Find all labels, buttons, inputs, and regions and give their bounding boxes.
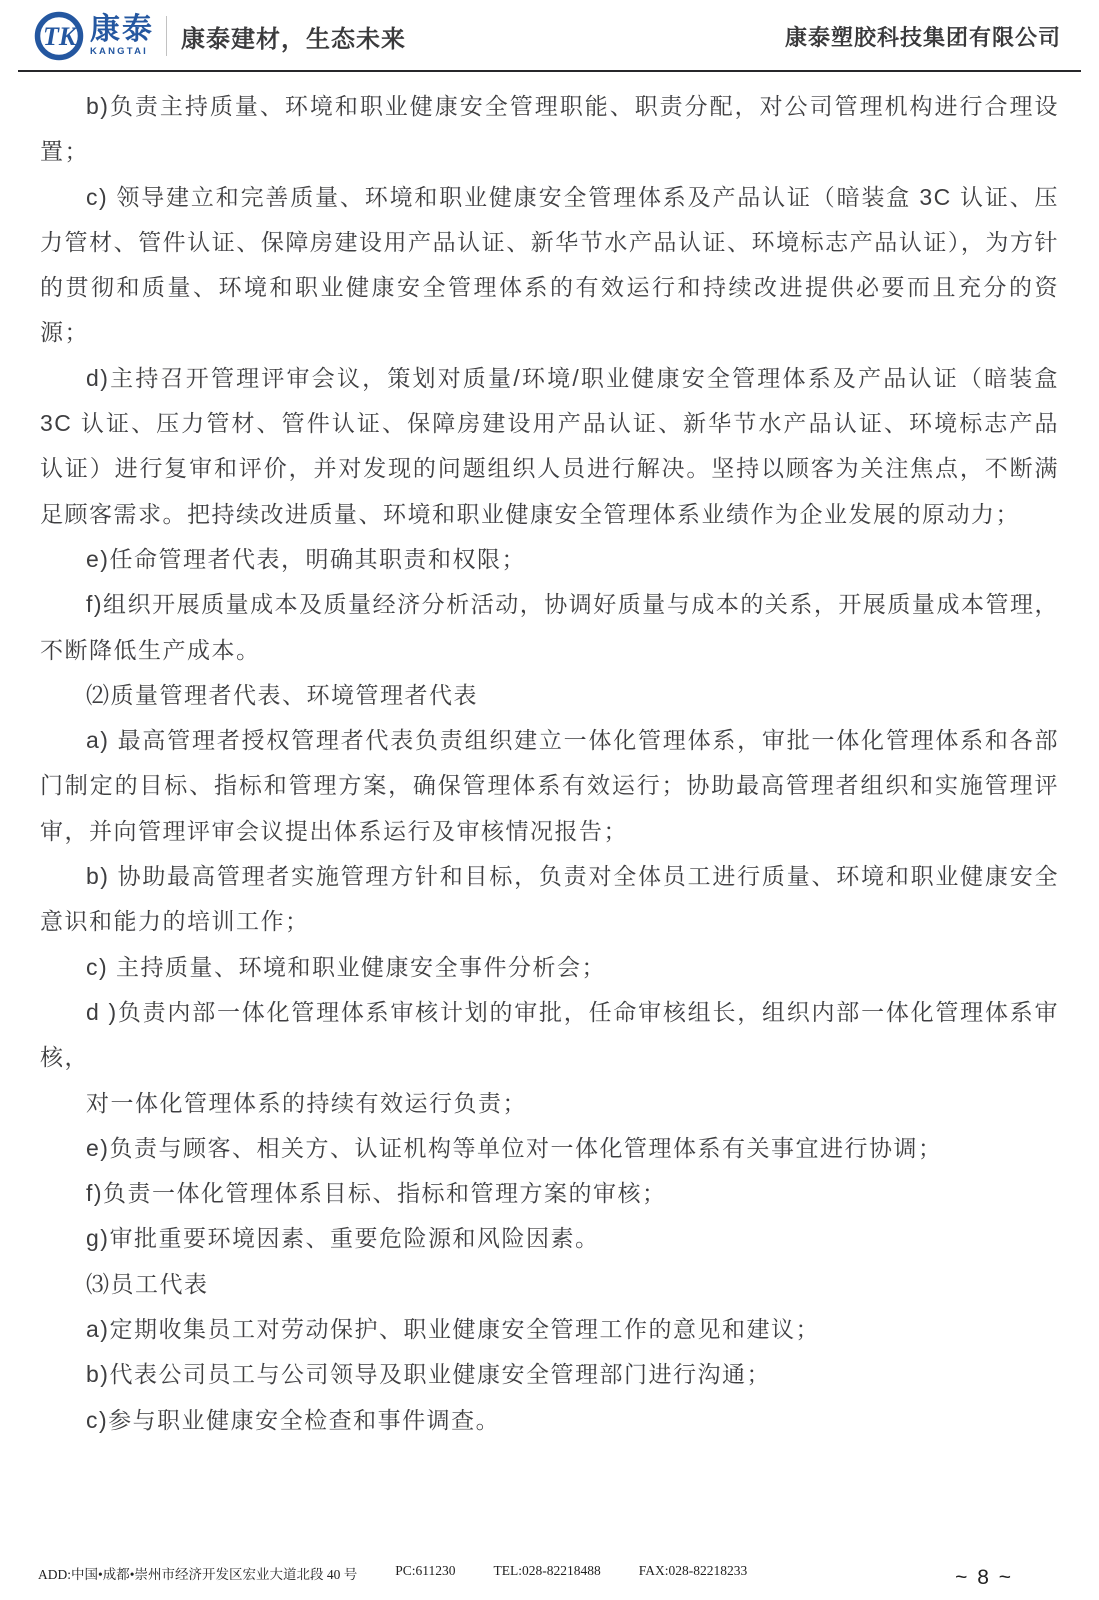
paragraph: g)审批重要环境因素、重要危险源和风险因素。 <box>86 1225 600 1252</box>
header-left <box>34 11 406 61</box>
header-tagline: 康泰建材，生态未来 <box>181 25 406 53</box>
paragraph: ⑵质量管理者代表、环境管理者代表 <box>86 681 478 708</box>
footer-tel: TEL:028-82218488 <box>493 1563 601 1578</box>
paragraph: f)负责一体化管理体系目标、指标和管理方案的审核； <box>86 1180 667 1207</box>
footer-postcode: PC:611230 <box>395 1563 456 1578</box>
header-divider <box>166 16 167 56</box>
paragraph: b)代表公司员工与公司领导及职业健康安全管理部门进行沟通； <box>86 1361 771 1388</box>
paragraph: a) 最高管理者授权管理者代表负责组织建立一体化管理体系，审批一体化管理体系和各部门制定的目标、指标和管理方案，确保管理体系有效运行；协助最高管理者组织和实施管理评审，并向管理评审会议提出体系运行及审核情况报告； <box>40 727 1059 844</box>
paragraph: c) 主持质量、环境和职业健康安全事件分析会； <box>86 953 607 980</box>
paragraph: d)主持召开管理评审会议，策划对质量/环境/职业健康安全管理体系及产品认证（暗装盒 3C 认证、压力管材、管件认证、保障房建设用产品认证、新华节水产品认证、环境标志产品认证）进行复审和评价，并对发现的问题组织人员进行解决。坚持以顾客为关注焦点，不断满足顾客需求。把持续改进质量、环境和职业健康安全管理体系业绩作为企业发展的原动力； <box>40 364 1059 527</box>
svg-text:TK: TK <box>43 22 77 51</box>
brand-name-cn: 康泰 <box>90 13 154 47</box>
document-body <box>0 72 1099 1443</box>
paragraph: b)负责主持质量、环境和职业健康安全管理职能、职责分配，对公司管理机构进行合理设置； <box>40 93 1059 165</box>
page-number: ~ 8 ~ <box>955 1566 1013 1589</box>
footer-fax: FAX:028-82218233 <box>638 1563 748 1578</box>
paragraph: f)组织开展质量成本及质量经济分析活动，协调好质量与成本的关系，开展质量成本管理，不断降低生产成本。 <box>40 591 1059 663</box>
paragraph: 对一体化管理体系的持续有效运行负责； <box>86 1089 527 1116</box>
paragraph: c) 领导建立和完善质量、环境和职业健康安全管理体系及产品认证（暗装盒 3C 认证、压力管材、管件认证、保障房建设用产品认证、新华节水产品认证、环境标志产品认证），为方针的贯彻和质量、环境和职业健康安全管理体系的有效运行和持续改进提供必要而且充分的资源； <box>40 183 1059 346</box>
logo-text <box>90 15 154 57</box>
paragraph: ⑶员工代表 <box>86 1270 209 1297</box>
company-name: 康泰塑胶科技集团有限公司 <box>784 24 1061 50</box>
paragraph: e)负责与顾客、相关方、认证机构等单位对一体化管理体系有关事宜进行协调； <box>86 1134 943 1161</box>
page-header <box>0 0 1099 60</box>
footer-info <box>38 1563 747 1583</box>
paragraph: a)定期收集员工对劳动保护、职业健康安全管理工作的意见和建议； <box>86 1316 820 1343</box>
paragraph: e)任命管理者代表，明确其职责和权限； <box>86 545 526 572</box>
footer-address: ADD:中国•成都•崇州市经济开发区宏业大道北段 40 号 <box>38 1567 358 1582</box>
paragraph: c)参与职业健康安全检查和事件调查。 <box>86 1406 501 1433</box>
tk-logo-icon <box>34 11 84 61</box>
brand-name-en: KANGTAI <box>90 46 148 58</box>
kangtai-logo <box>34 11 154 61</box>
paragraph: b) 协助最高管理者实施管理方针和目标，负责对全体员工进行质量、环境和职业健康安全意识和能力的培训工作； <box>40 863 1059 935</box>
paragraph: d )负责内部一体化管理体系审核计划的审批，任命审核组长，组织内部一体化管理体系审核， <box>40 998 1059 1071</box>
